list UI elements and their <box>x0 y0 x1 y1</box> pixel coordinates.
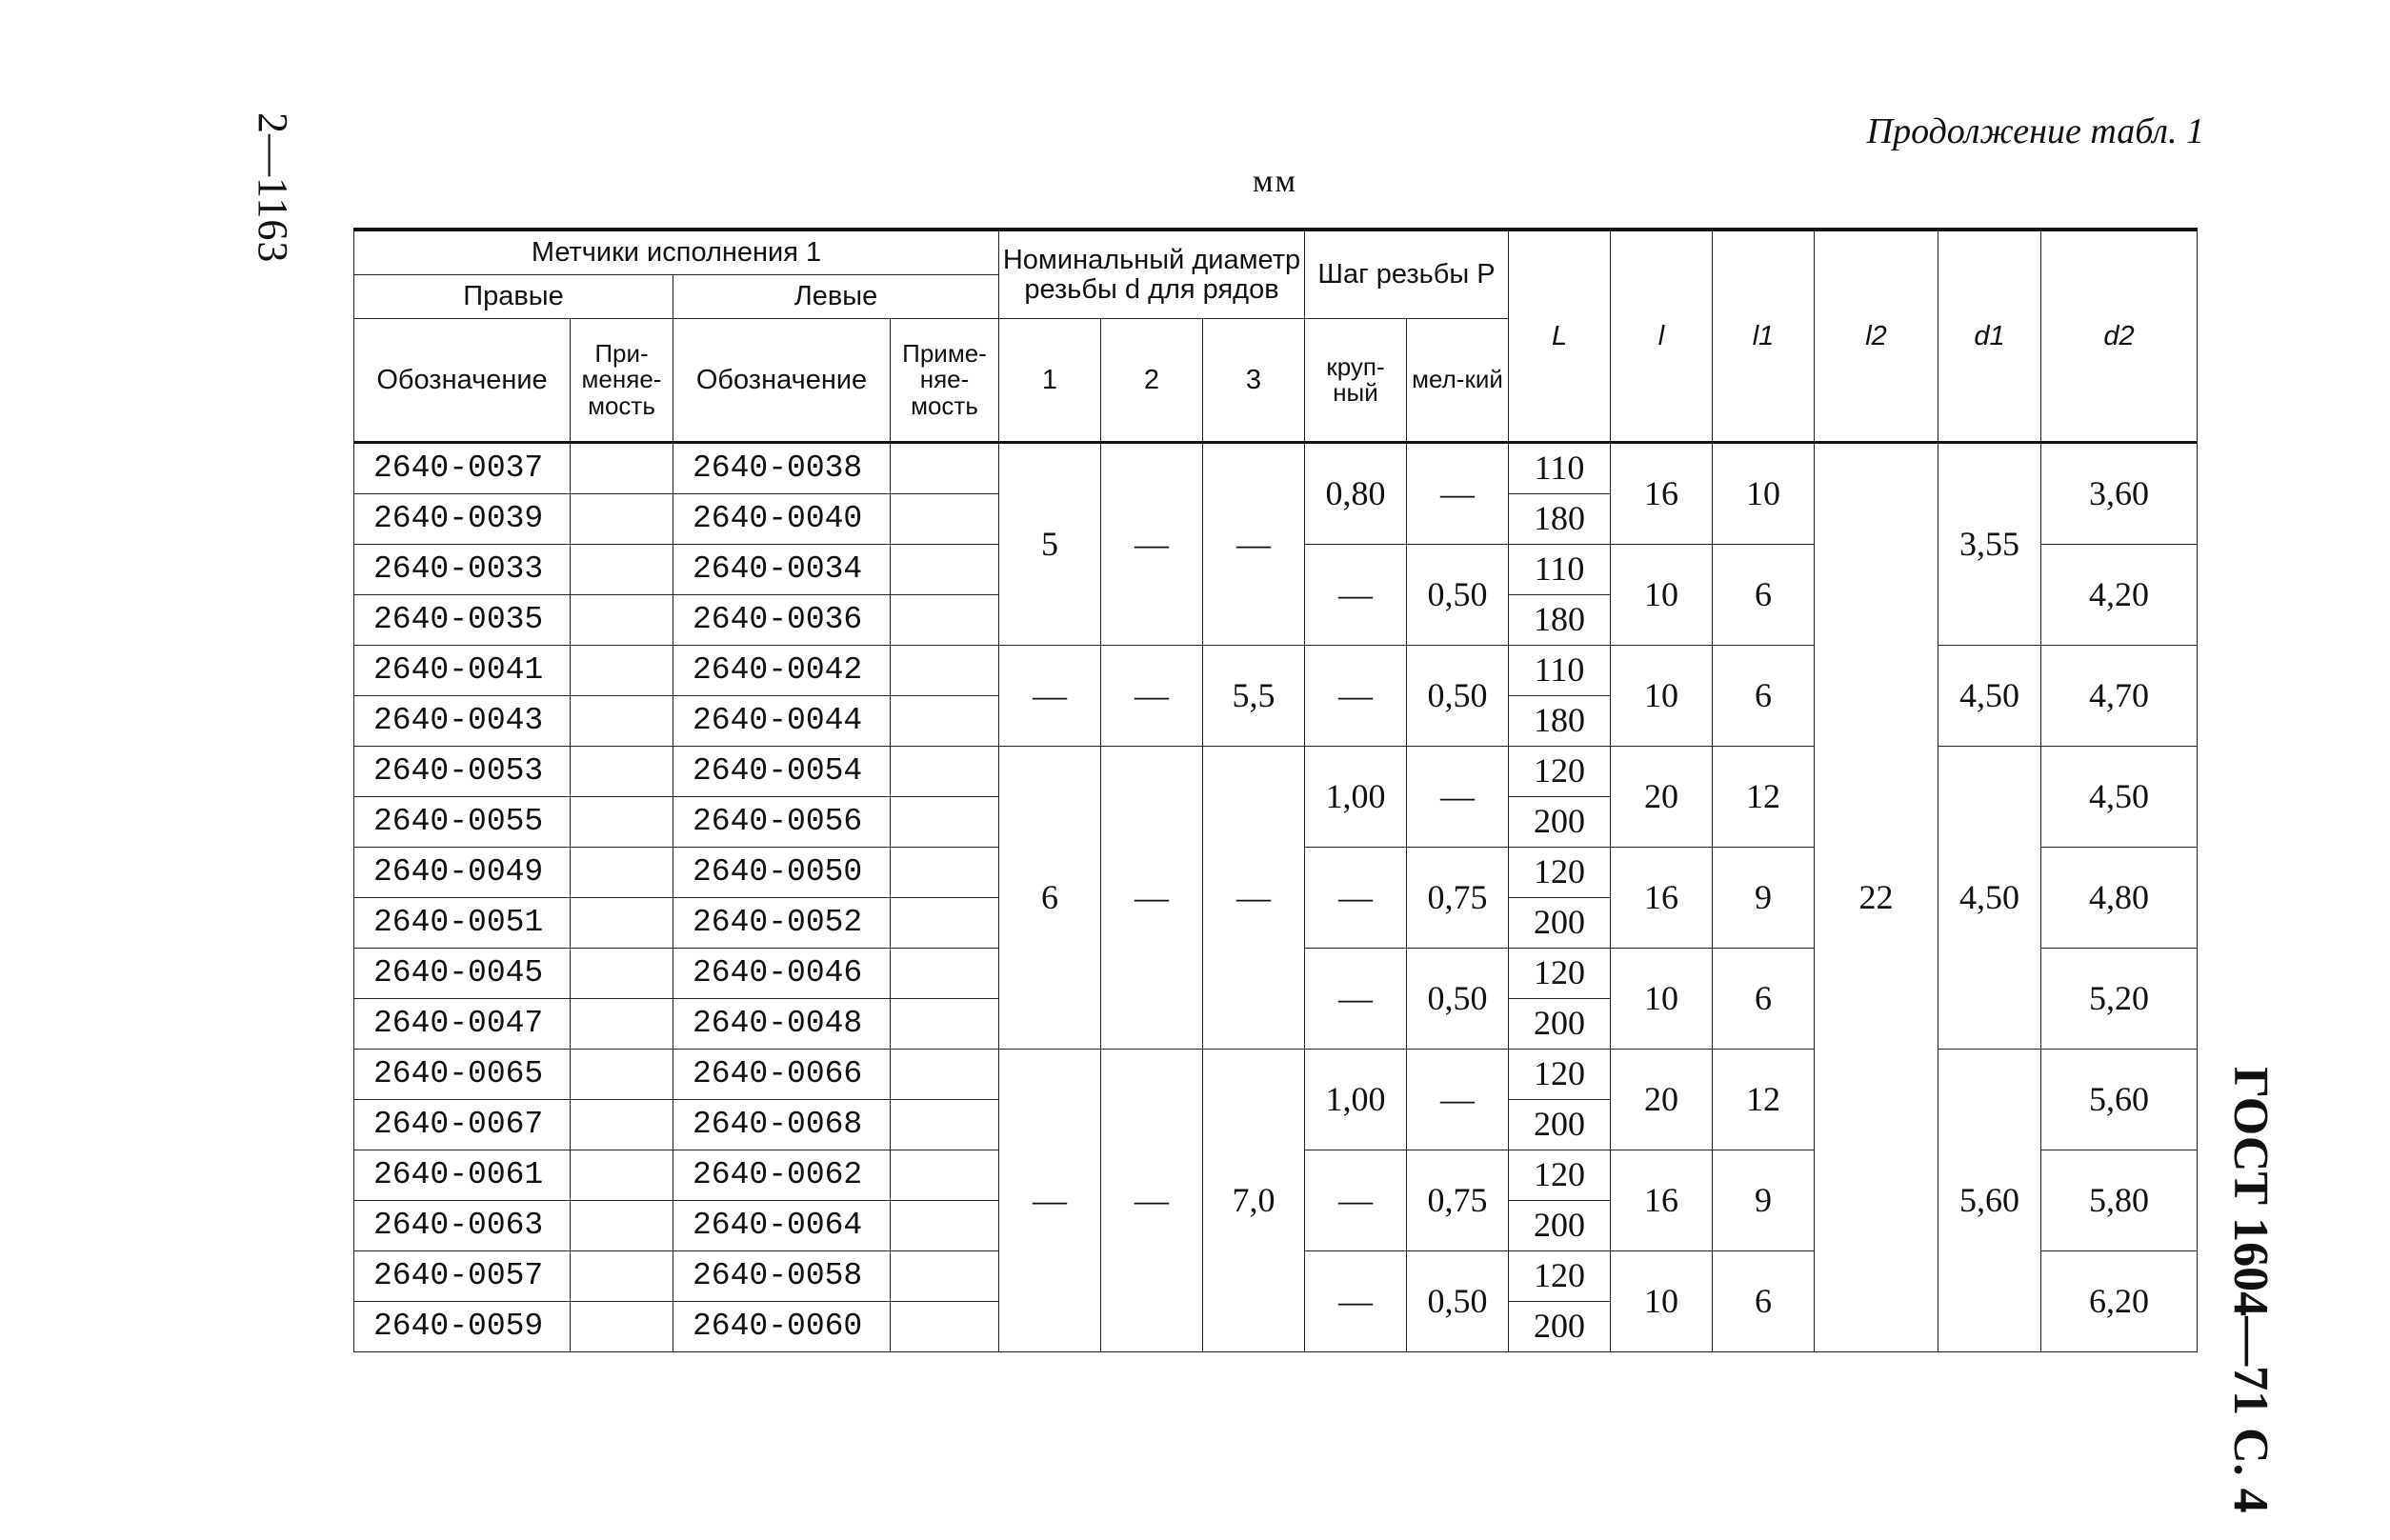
d2-value: 4,50 <box>2041 747 2198 848</box>
code-right: 2640-0063 <box>354 1201 571 1251</box>
code-right: 2640-0033 <box>354 545 571 595</box>
header-designation-left: Обозначение <box>673 319 891 443</box>
code-left: 2640-0044 <box>673 696 891 747</box>
L-value: 120 <box>1509 747 1611 797</box>
code-left: 2640-0036 <box>673 595 891 646</box>
diameter-row2: — <box>1101 646 1203 747</box>
code-left: 2640-0042 <box>673 646 891 696</box>
code-left: 2640-0034 <box>673 545 891 595</box>
pitch-fine: 0,50 <box>1407 545 1509 646</box>
code-left: 2640-0046 <box>673 949 891 999</box>
l1-value: 9 <box>1713 1150 1815 1251</box>
pitch-coarse: 1,00 <box>1305 747 1407 848</box>
code-left: 2640-0060 <box>673 1302 891 1352</box>
header-fine: мел-кий <box>1407 319 1509 443</box>
l1-value: 6 <box>1713 646 1815 747</box>
d2-value: 4,80 <box>2041 848 2198 949</box>
l-value: 16 <box>1611 848 1713 949</box>
L-value: 180 <box>1509 494 1611 545</box>
L-value: 120 <box>1509 949 1611 999</box>
header-L: L <box>1509 230 1611 443</box>
L-value: 200 <box>1509 1100 1611 1150</box>
header-l1: l1 <box>1713 230 1815 443</box>
diameter-row1: — <box>999 1050 1101 1352</box>
code-right: 2640-0041 <box>354 646 571 696</box>
code-left: 2640-0066 <box>673 1050 891 1100</box>
pitch-coarse: 1,00 <box>1305 1050 1407 1150</box>
page-number: 2—1163 <box>250 112 296 264</box>
unit-label: мм <box>1253 164 1298 199</box>
pitch-fine: — <box>1407 443 1509 545</box>
l1-value: 12 <box>1713 1050 1815 1150</box>
L-value: 110 <box>1509 443 1611 494</box>
code-left: 2640-0038 <box>673 443 891 494</box>
pitch-coarse: — <box>1305 646 1407 747</box>
code-left: 2640-0048 <box>673 999 891 1050</box>
L-value: 200 <box>1509 1302 1611 1352</box>
code-left: 2640-0050 <box>673 848 891 898</box>
code-left: 2640-0058 <box>673 1251 891 1302</box>
code-right: 2640-0039 <box>354 494 571 545</box>
code-right: 2640-0043 <box>354 696 571 747</box>
l-value: 10 <box>1611 646 1713 747</box>
header-d2: d2 <box>2041 230 2198 443</box>
taps-table <box>353 228 2198 1352</box>
header-coarse: круп-ный <box>1305 319 1407 443</box>
code-right: 2640-0061 <box>354 1150 571 1201</box>
code-left: 2640-0068 <box>673 1100 891 1150</box>
code-left: 2640-0062 <box>673 1150 891 1201</box>
code-right: 2640-0051 <box>354 898 571 949</box>
pitch-coarse: — <box>1305 1150 1407 1251</box>
header-d1: d1 <box>1938 230 2041 443</box>
L-value: 110 <box>1509 646 1611 696</box>
d2-value: 3,60 <box>2041 443 2198 545</box>
diameter-row1: 6 <box>999 747 1101 1050</box>
l1-value: 10 <box>1713 443 1815 545</box>
l-value: 20 <box>1611 1050 1713 1150</box>
diameter-row1: — <box>999 646 1101 747</box>
pitch-coarse: — <box>1305 848 1407 949</box>
header-designation-right: Обозначение <box>354 319 571 443</box>
l-value: 10 <box>1611 949 1713 1050</box>
L-value: 120 <box>1509 1150 1611 1201</box>
header-l: l <box>1611 230 1713 443</box>
diameter-row2: — <box>1101 1050 1203 1352</box>
L-value: 180 <box>1509 696 1611 747</box>
L-value: 200 <box>1509 797 1611 848</box>
l1-value: 6 <box>1713 1251 1815 1352</box>
pitch-coarse: — <box>1305 545 1407 646</box>
L-value: 120 <box>1509 848 1611 898</box>
diameter-row2: — <box>1101 443 1203 646</box>
code-left: 2640-0052 <box>673 898 891 949</box>
code-right: 2640-0045 <box>354 949 571 999</box>
L-value: 110 <box>1509 545 1611 595</box>
pitch-fine: 0,50 <box>1407 646 1509 747</box>
d1-value: 3,55 <box>1938 443 2041 646</box>
header-right: Правые <box>354 275 673 319</box>
l-value: 10 <box>1611 1251 1713 1352</box>
code-left: 2640-0064 <box>673 1201 891 1251</box>
d2-value: 5,60 <box>2041 1050 2198 1150</box>
diameter-row2: — <box>1101 747 1203 1050</box>
d2-value: 5,80 <box>2041 1150 2198 1251</box>
diameter-row3: — <box>1203 747 1305 1050</box>
L-value: 200 <box>1509 1201 1611 1251</box>
code-right: 2640-0053 <box>354 747 571 797</box>
l-value: 20 <box>1611 747 1713 848</box>
header-row-2: 2 <box>1101 319 1203 443</box>
header-nominal-diameter: Номинальный диаметр резьбы d для рядов <box>999 230 1305 319</box>
code-left: 2640-0056 <box>673 797 891 848</box>
d1-value: 5,60 <box>1938 1050 2041 1352</box>
L-value: 200 <box>1509 898 1611 949</box>
code-right: 2640-0059 <box>354 1302 571 1352</box>
pitch-coarse: 0,80 <box>1305 443 1407 545</box>
diameter-row1: 5 <box>999 443 1101 646</box>
d2-value: 5,20 <box>2041 949 2198 1050</box>
L-value: 120 <box>1509 1251 1611 1302</box>
d2-value: 4,70 <box>2041 646 2198 747</box>
pitch-fine: 0,75 <box>1407 848 1509 949</box>
header-l2: l2 <box>1815 230 1938 443</box>
pitch-fine: 0,50 <box>1407 949 1509 1050</box>
code-right: 2640-0065 <box>354 1050 571 1100</box>
pitch-fine: 0,75 <box>1407 1150 1509 1251</box>
code-right: 2640-0055 <box>354 797 571 848</box>
L-value: 180 <box>1509 595 1611 646</box>
gost-reference: ГОСТ 1604—71 С. 4 <box>2223 1067 2278 1513</box>
header-applicability-right: При-меняе-мость <box>571 319 673 443</box>
header-pitch: Шаг резьбы P <box>1305 230 1509 319</box>
d1-value: 4,50 <box>1938 646 2041 747</box>
code-right: 2640-0037 <box>354 443 571 494</box>
d1-value: 4,50 <box>1938 747 2041 1050</box>
code-right: 2640-0035 <box>354 595 571 646</box>
l1-value: 6 <box>1713 545 1815 646</box>
d2-value: 4,20 <box>2041 545 2198 646</box>
L-value: 200 <box>1509 999 1611 1050</box>
l2-value: 22 <box>1815 443 1938 1352</box>
diameter-row3: — <box>1203 443 1305 646</box>
l1-value: 9 <box>1713 848 1815 949</box>
code-right: 2640-0049 <box>354 848 571 898</box>
l-value: 16 <box>1611 1150 1713 1251</box>
diameter-row3: 7,0 <box>1203 1050 1305 1352</box>
pitch-coarse: — <box>1305 1251 1407 1352</box>
header-applicability-left: Приме-няе-мость <box>891 319 999 443</box>
header-row-3: 3 <box>1203 319 1305 443</box>
l1-value: 12 <box>1713 747 1815 848</box>
header-left: Левые <box>673 275 999 319</box>
code-left: 2640-0054 <box>673 747 891 797</box>
pitch-fine: — <box>1407 1050 1509 1150</box>
d2-value: 6,20 <box>2041 1251 2198 1352</box>
diameter-row3: 5,5 <box>1203 646 1305 747</box>
header-row-1: 1 <box>999 319 1101 443</box>
pitch-coarse: — <box>1305 949 1407 1050</box>
code-left: 2640-0040 <box>673 494 891 545</box>
header-taps-group: Метчики исполнения 1 <box>354 230 999 275</box>
pitch-fine: — <box>1407 747 1509 848</box>
continuation-caption: Продолжение табл. 1 <box>1866 111 2204 151</box>
l-value: 16 <box>1611 443 1713 545</box>
l1-value: 6 <box>1713 949 1815 1050</box>
code-right: 2640-0057 <box>354 1251 571 1302</box>
code-right: 2640-0047 <box>354 999 571 1050</box>
l-value: 10 <box>1611 545 1713 646</box>
code-right: 2640-0067 <box>354 1100 571 1150</box>
L-value: 120 <box>1509 1050 1611 1100</box>
pitch-fine: 0,50 <box>1407 1251 1509 1352</box>
